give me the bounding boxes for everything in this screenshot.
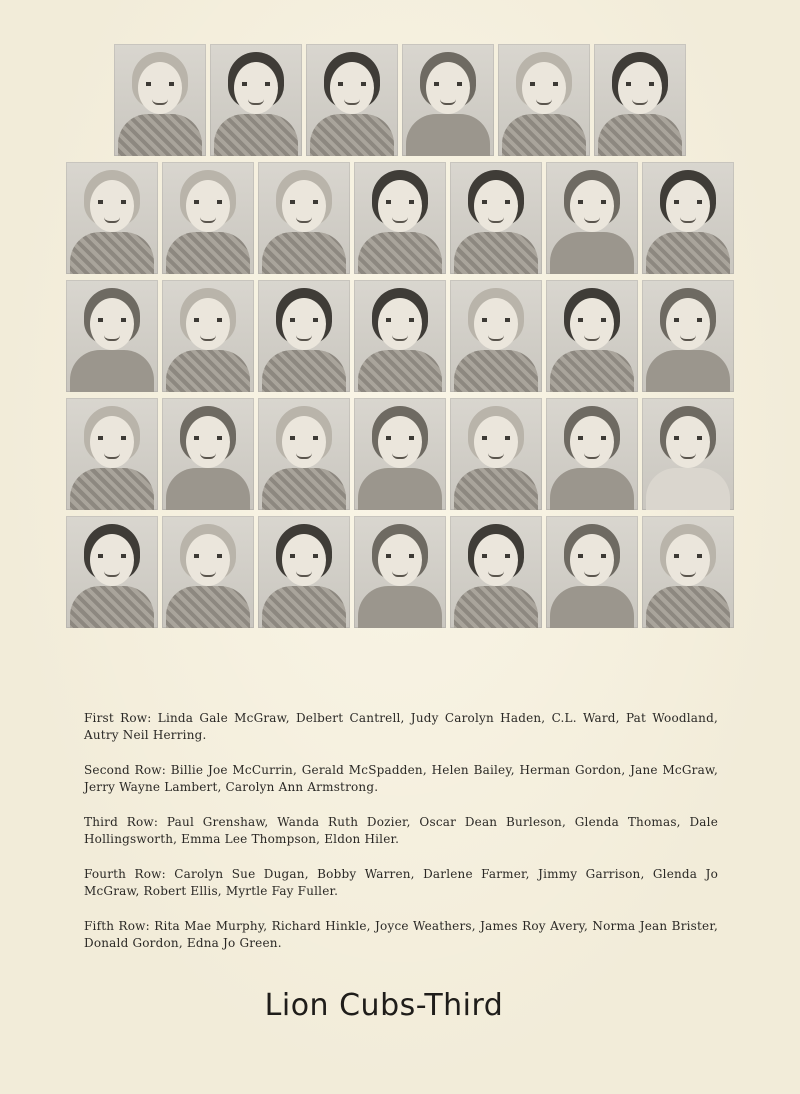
caption-fifth-row: Fifth Row: Rita Mae Murphy, Richard Hinkle, Joyce Weathers, James Roy Avery, Norma Jean Brister, Donald Gordon, Edna Jo Green.: [84, 919, 718, 950]
caption-third-row: Third Row: Paul Grenshaw, Wanda Ruth Dozier, Oscar Dean Burleson, Glenda Thomas, Dale Hollingsworth, Emma Lee Thompson, Eldon Hiler.: [84, 815, 718, 846]
student-portrait: [66, 398, 158, 510]
caption-first-row: First Row: Linda Gale McGraw, Delbert Cantrell, Judy Carolyn Haden, C.L. Ward, Pat Woodland, Autry Neil Herring.: [84, 711, 718, 742]
student-portrait: [114, 44, 206, 156]
caption-block: [84, 710, 718, 970]
student-portrait: [450, 280, 542, 392]
student-portrait: [210, 44, 302, 156]
student-portrait: [546, 516, 638, 628]
photo-row: [60, 44, 740, 156]
student-portrait: [642, 516, 734, 628]
student-portrait: [402, 44, 494, 156]
student-portrait: [450, 162, 542, 274]
student-portrait: [642, 280, 734, 392]
student-portrait: [258, 398, 350, 510]
photo-row: [60, 398, 740, 510]
student-portrait: [162, 398, 254, 510]
student-portrait: [546, 280, 638, 392]
student-portrait: [258, 516, 350, 628]
student-portrait: [66, 280, 158, 392]
student-portrait: [162, 516, 254, 628]
student-portrait: [66, 162, 158, 274]
student-portrait: [354, 162, 446, 274]
student-portrait: [450, 516, 542, 628]
student-portrait: [354, 280, 446, 392]
photo-row: [60, 162, 740, 274]
student-portrait: [66, 516, 158, 628]
photo-row: [60, 516, 740, 628]
student-portrait: [546, 398, 638, 510]
student-portrait: [594, 44, 686, 156]
student-portrait: [162, 162, 254, 274]
student-portrait: [354, 398, 446, 510]
student-portrait: [498, 44, 590, 156]
student-portrait: [642, 162, 734, 274]
student-portrait: [354, 516, 446, 628]
student-portrait: [258, 280, 350, 392]
student-portrait: [306, 44, 398, 156]
caption-fourth-row: Fourth Row: Carolyn Sue Dugan, Bobby Warren, Darlene Farmer, Jimmy Garrison, Glenda Jo McGraw, Robert Ellis, Myrtle Fay Fuller.: [84, 867, 718, 898]
student-portrait: [258, 162, 350, 274]
page-title: Lion Cubs-Third: [264, 988, 504, 1023]
student-portrait: [450, 398, 542, 510]
student-portrait: [162, 280, 254, 392]
class-photo-grid: [60, 44, 740, 634]
student-portrait: [642, 398, 734, 510]
student-portrait: [546, 162, 638, 274]
photo-row: [60, 280, 740, 392]
caption-second-row: Second Row: Billie Joe McCurrin, Gerald McSpadden, Helen Bailey, Herman Gordon, Jane McGraw, Jerry Wayne Lambert, Carolyn Ann Armstrong.: [84, 763, 718, 794]
